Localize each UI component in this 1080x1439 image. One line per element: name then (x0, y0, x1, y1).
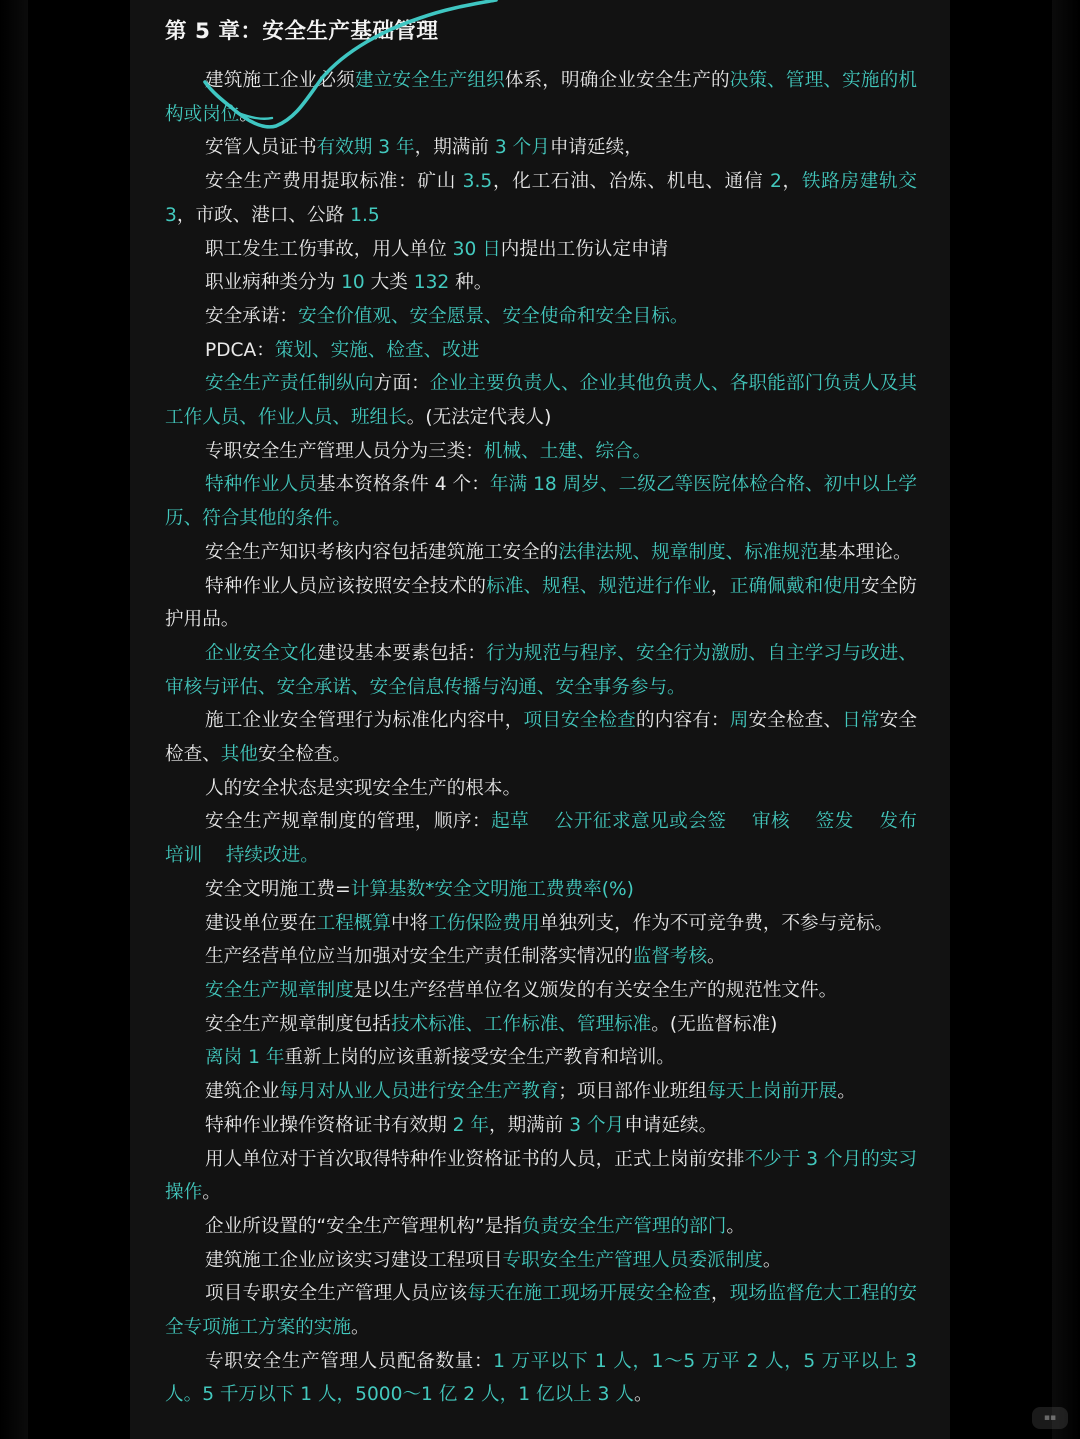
highlighted-text: 日常 (842, 710, 880, 732)
paragraph (165, 1345, 923, 1412)
paragraph (165, 1075, 917, 1109)
body-text: 建设基本要素包括： (317, 642, 487, 664)
body-text: 职业病种类分为 (204, 272, 342, 294)
highlighted-text: 30 日 (452, 238, 501, 260)
body-text: 职工发生工伤事故，用人单位 (204, 238, 453, 260)
paragraph (165, 1143, 917, 1210)
highlighted-text: 2 年 (452, 1114, 489, 1136)
paragraph (165, 233, 917, 267)
highlighted-text: 2 (769, 171, 782, 193)
highlighted-text: 行为规范与程序、安全行为激励、自主学习与改进、审核与评估、安全承诺、安全信息传播与沟通、安全事务参与。 (165, 642, 917, 698)
body-text: 生产经营单位应当加强对安全生产责任制落实情况的 (204, 946, 633, 968)
paragraph (165, 1210, 917, 1244)
body-text: 安全检查、 (748, 710, 843, 732)
paragraph (165, 907, 917, 941)
body-text: 企业所设置的“安全生产管理机构”是指 (204, 1215, 522, 1237)
body-text: 安全生产费用提取标准：矿山 (204, 171, 463, 193)
paragraph-list (165, 64, 941, 1412)
body-text: 安全防护用品。 (165, 575, 917, 631)
body-text: 重新上岗的应该重新接受安全生产教育和培训。 (284, 1047, 675, 1069)
right-shadow (1052, 0, 1080, 1439)
body-text: 。 (837, 1081, 856, 1103)
body-text: 建设单位要在 (204, 912, 317, 934)
chapter-title: 第 5 章：安全生产基础管理 (165, 19, 439, 44)
highlighted-text: 机械、土建、综合。 (483, 440, 652, 462)
highlighted-text: 132 (413, 272, 450, 294)
highlighted-text: 周 (729, 710, 749, 732)
highlighted-text: 计算基数*安全文明施工费费率(%) (350, 878, 634, 900)
body-text: 安全文明施工费= (204, 878, 351, 900)
highlighted-text: 安全生产规章制度 (204, 979, 354, 1001)
body-text: 的内容有： (635, 710, 730, 732)
body-text: 。(无法定代表人) (406, 407, 552, 429)
paragraph (165, 64, 917, 131)
xiaohongshu-watermark-icon: ▪▪ (1032, 1407, 1068, 1429)
highlighted-text: 正确佩戴和使用 (729, 575, 861, 597)
paragraph (165, 637, 917, 704)
body-text: 安管人员证书 (204, 137, 317, 159)
body-text: 。 (762, 1249, 782, 1271)
body-text: 。 (202, 1182, 221, 1204)
highlighted-text: 特种作业人员 (204, 474, 317, 496)
body-text: 体系，明确企业安全生产的 (504, 70, 730, 91)
body-text: 安全生产规章制度的管理，顺序： (204, 811, 492, 833)
paragraph (165, 772, 917, 806)
body-text: 人的安全状态是实现安全生产的根本。 (204, 777, 522, 799)
body-text: 安全生产知识考核内容包括建筑施工安全的 (204, 541, 559, 563)
body-text: 。 (239, 103, 258, 125)
body-text: 用人单位对于首次取得特种作业资格证书的人员，正式上岗前安排 (204, 1148, 745, 1170)
document-content (165, 14, 941, 1412)
body-text: 特种作业人员应该按照安全技术的 (204, 575, 487, 597)
paragraph (165, 266, 917, 300)
paragraph (165, 165, 923, 232)
highlighted-text: 1.5 (350, 204, 380, 226)
paragraph (165, 435, 917, 469)
body-text: 方面： (373, 373, 430, 395)
body-text: 基本理论。 (818, 541, 912, 563)
highlighted-text: 3 个月 (494, 137, 550, 159)
body-text: 申请延续， (549, 137, 643, 159)
body-text: ，期满前 (488, 1114, 570, 1136)
highlighted-text: 3 个月 (569, 1114, 625, 1136)
body-text: 特种作业操作资格证书有效期 (204, 1114, 453, 1136)
left-shadow (0, 0, 28, 1439)
paragraph (165, 873, 917, 907)
highlighted-text: 1 万平以下 1 人，1～5 万平 2 人，5 万平以上 3 人。5 千万以下 1 人，5000～1 亿 2 人，1 亿以上 3 人 (165, 1350, 923, 1406)
body-text: 专职安全生产管理人员分为三类： (204, 440, 484, 462)
body-text: 。 (707, 946, 726, 968)
body-text: 建筑施工企业必须 (204, 70, 355, 91)
highlighted-text: 法律法规、规章制度、标准规范 (558, 541, 819, 563)
paragraph (165, 468, 917, 535)
highlighted-text: 离岗 1 年 (204, 1047, 285, 1069)
highlighted-text: 其他 (220, 744, 258, 766)
highlighted-text: 标准、规程、规范进行作业 (486, 575, 711, 597)
highlighted-text: 起草 公开征求意见或会签 审核 签发 发布 培训 持续改进。 (165, 811, 941, 867)
body-text: ，化工石油、冶炼、机电、通信 (492, 171, 770, 193)
highlighted-text: 年满 18 周岁、二级乙等医院体检合格、初中以上学历、符合其他的条件。 (165, 474, 917, 530)
paragraph (165, 1244, 917, 1278)
highlighted-text: 安全生产责任制纵向 (204, 373, 374, 395)
highlighted-text: 3.5 (462, 171, 493, 193)
body-text: 内提出工伤认定申请 (500, 238, 669, 260)
body-text: ，市政、港口、公路 (176, 204, 351, 226)
paragraph (165, 1008, 917, 1042)
paragraph (165, 334, 917, 368)
body-text: 项目专职安全生产管理人员应该 (204, 1283, 468, 1305)
highlighted-text: 负责安全生产管理的部门 (521, 1215, 727, 1237)
paragraph (165, 805, 941, 872)
body-text: 安全生产规章制度包括 (204, 1013, 391, 1035)
body-text: 。 (726, 1215, 745, 1237)
body-text: 安全检查、 (165, 710, 917, 766)
highlighted-text: 每天上岗前开展 (707, 1081, 838, 1103)
paragraph (165, 1109, 917, 1143)
highlighted-text: 工伤保险费用 (428, 912, 540, 934)
body-text: 大类 (364, 272, 414, 294)
paragraph (165, 131, 917, 165)
highlighted-text: 决策、管理、实施的机构或岗位 (165, 70, 917, 125)
body-text: PDCA： (204, 339, 275, 361)
body-text: 施工企业安全管理行为标准化内容中， (204, 710, 524, 732)
paragraph (165, 974, 917, 1008)
body-text: 专职安全生产管理人员配备数量： (204, 1350, 494, 1372)
highlighted-text: 企业安全文化 (204, 642, 318, 664)
highlighted-text: 10 (341, 272, 365, 294)
paragraph (165, 940, 917, 974)
highlighted-text: 安全价值观、安全愿景、安全使命和安全目标。 (297, 305, 689, 327)
highlighted-text: 铁路房建轨交 3 (165, 171, 923, 226)
body-text: 中将 (390, 912, 429, 934)
body-text: 申请延续。 (624, 1114, 718, 1136)
body-text: 是以生产经营单位名义颁发的有关安全生产的规范性文件。 (353, 979, 838, 1001)
body-text: ；项目部作业班组 (558, 1081, 708, 1103)
highlighted-text: 工程概算 (316, 912, 391, 934)
body-text: 建筑企业 (204, 1081, 280, 1103)
paragraph (165, 570, 917, 637)
paragraph (165, 367, 917, 434)
highlighted-text: 每月对从业人员进行安全生产教育 (279, 1081, 559, 1103)
body-text: 种。 (449, 272, 493, 294)
body-text: ， (781, 171, 802, 193)
body-text: 建筑施工企业应该实习建设工程项目 (204, 1249, 503, 1271)
body-text: 。 (350, 1317, 370, 1339)
paragraph (165, 704, 917, 771)
highlighted-text: 项目安全检查 (523, 710, 636, 732)
highlighted-text: 现场监督危大工程的安全专项施工方案的实施 (165, 1283, 917, 1339)
body-text: 基本资格条件 4 个： (316, 474, 490, 496)
body-text: 。 (634, 1384, 653, 1406)
highlighted-text: 策划、实施、检查、改进 (274, 339, 480, 361)
paragraph (165, 300, 917, 334)
highlighted-text: 监督考核 (632, 946, 708, 968)
body-text: 安全承诺： (204, 305, 298, 327)
body-text: ，期满前 (414, 137, 495, 159)
highlighted-text: 建立安全生产组织 (354, 70, 505, 91)
highlighted-text: 专职安全生产管理人员委派制度 (502, 1249, 763, 1271)
highlighted-text: 企业主要负责人、企业其他负责人、各职能部门负责人及其工作人员、作业人员、班组长 (165, 373, 917, 429)
highlighted-text: 有效期 3 年 (316, 137, 415, 159)
paragraph (165, 1277, 917, 1344)
highlighted-text: 技术标准、工作标准、管理标准 (390, 1013, 652, 1035)
body-text: 单独列支，作为不可竞争费，不参与竞标。 (539, 912, 894, 934)
body-text: 安全检查。 (258, 744, 351, 766)
body-text: ， (710, 575, 730, 597)
paragraph (165, 536, 917, 570)
highlighted-text: 每天在施工现场开展安全检查 (467, 1283, 711, 1305)
highlighted-text: 不少于 3 个月的实习操作 (165, 1148, 917, 1204)
paragraph (165, 1041, 917, 1075)
body-text: 。(无监督标准) (651, 1013, 778, 1035)
body-text: ， (710, 1283, 730, 1305)
